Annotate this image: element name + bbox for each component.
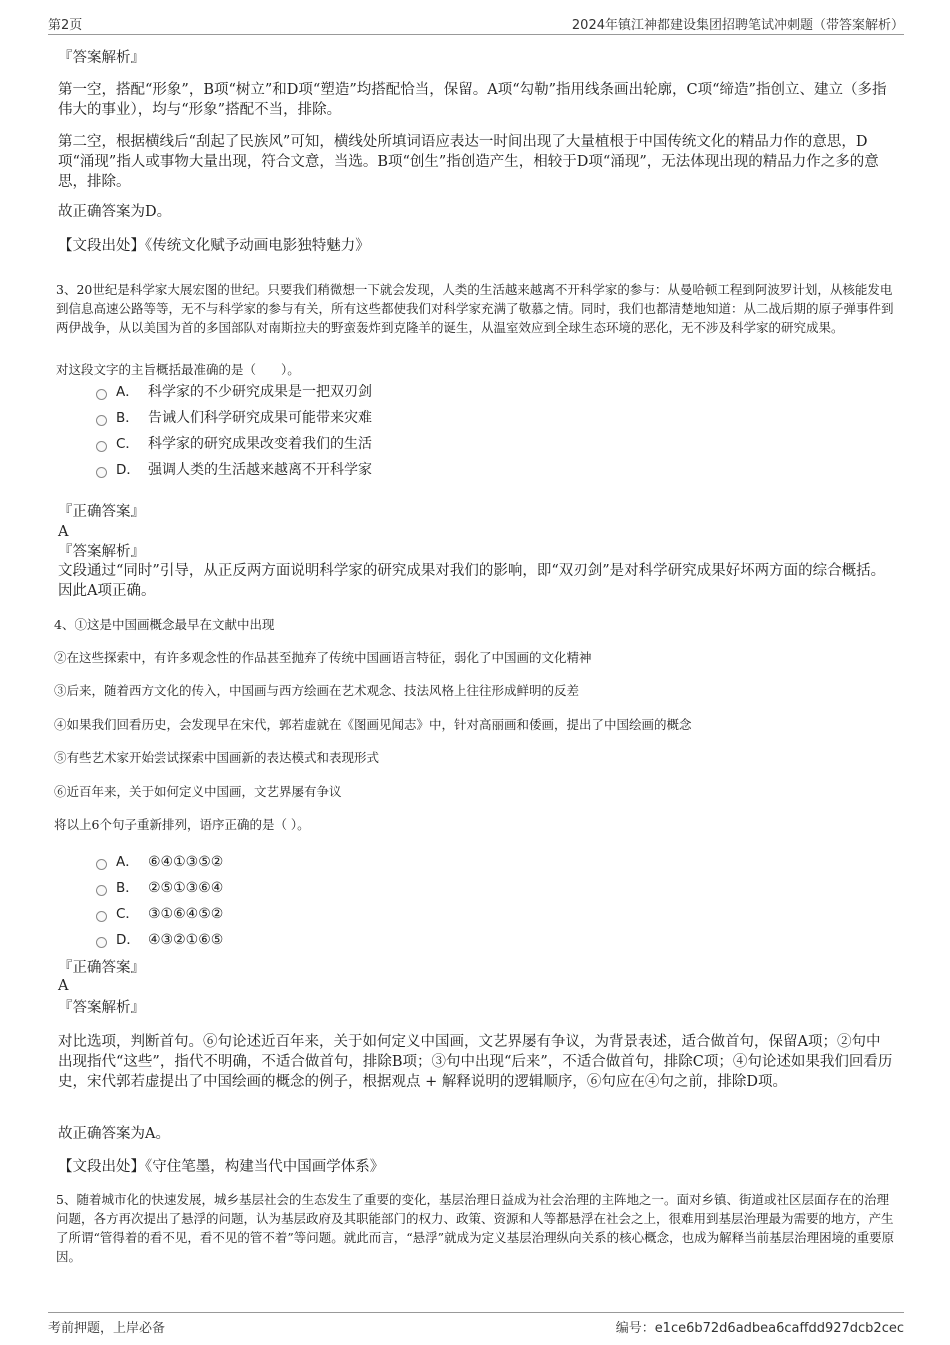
q4-sentence-3: ③后来，随着西方文化的传入，中国画与西方绘画在艺术观念、技法风格上往往形成鲜明的反差 <box>54 683 580 698</box>
radio-icon[interactable] <box>96 389 107 400</box>
radio-icon[interactable] <box>96 911 107 922</box>
q3-question: 对这段文字的主旨概括最准确的是（ ）。 <box>56 362 300 377</box>
page-footer <box>48 1312 904 1343</box>
q3-analysis: 文段通过“同时”引导，从正反两方面说明科学家的研究成果对我们的影响，即“双刃剑”是对科学研究成果好坏两方面的综合概括。因此A项正确。 <box>58 563 886 599</box>
q3-option-b[interactable] <box>96 406 372 430</box>
q4-answer-label: 『正确答案』 <box>58 960 145 976</box>
q4-source: 【文段出处】《守住笔墨，构建当代中国画学体系》 <box>58 1159 385 1175</box>
q4-option-c[interactable] <box>96 902 223 926</box>
option-text: ④③②①⑥⑤ <box>148 932 224 948</box>
option-label: D． <box>116 932 140 948</box>
radio-icon[interactable] <box>96 467 107 478</box>
option-label: C． <box>116 906 139 922</box>
option-label: A． <box>116 854 139 870</box>
option-text: 强调人类的生活越来越离不开科学家 <box>148 462 372 478</box>
option-label: B． <box>116 880 139 896</box>
q4-option-b[interactable] <box>96 876 223 900</box>
radio-icon[interactable] <box>96 441 107 452</box>
q4-option-d[interactable] <box>96 928 223 952</box>
q2-conclusion: 故正确答案为D。 <box>58 204 172 220</box>
option-text: ③①⑥④⑤② <box>148 906 224 922</box>
q3-stem: 3、20世纪是科学家大展宏图的世纪。只要我们稍微想一下就会发现，人类的生活越来越离不开科学家的参与：从曼哈顿工程到阿波罗计划，从核能发电到信息高速公路等等，无不与科学家的参与有关，所有这些都使我们对科学家充满了敬慕之情。同时，我们也都清楚地知道：从二战后期的原子弹事件到两伊战争，从以美国为首的多国部队对南斯拉夫的野蛮轰炸到克隆羊的诞生，从温室效应到全球生态环境的恶化，无不涉及科学家的研究成果。 <box>56 282 894 335</box>
footer-slogan: 考前押题，上岸必备 <box>48 1321 166 1336</box>
q4-sentence-1: 4、①这是中国画概念最早在文献中出现 <box>54 617 275 632</box>
q3-option-a[interactable] <box>96 380 372 404</box>
option-text: ⑥④①③⑤② <box>148 854 224 870</box>
q4-sentence-5: ⑤有些艺术家开始尝试探索中国画新的表达模式和表现形式 <box>54 750 380 765</box>
q2-analysis-p1: 第一空，搭配“形象”，B项“树立”和D项“塑造”均搭配恰当，保留。A项“勾勒”指用线条画出轮廓，C项“缔造”指创立、建立（多指伟大的事业），均与“形象”搭配不当，排除。 <box>58 82 887 118</box>
radio-icon[interactable] <box>96 937 107 948</box>
option-text: 告诫人们科学研究成果可能带来灾难 <box>148 410 372 426</box>
q2-analysis-label: 『答案解析』 <box>58 50 145 66</box>
q4-question: 将以上6个句子重新排列，语序正确的是（ ）。 <box>54 817 310 832</box>
option-label: C． <box>116 436 139 452</box>
radio-icon[interactable] <box>96 885 107 896</box>
option-text: 科学家的研究成果改变着我们的生活 <box>148 436 372 452</box>
q4-sentence-2: ②在这些探索中，有许多观念性的作品甚至抛弃了传统中国画语言特征，弱化了中国画的文化精神 <box>54 650 592 665</box>
document-title: 2024年镇江神都建设集团招聘笔试冲刺题（带答案解析） <box>571 18 904 33</box>
q3-option-d[interactable] <box>96 458 372 482</box>
page-header <box>48 12 904 35</box>
q4-option-a[interactable] <box>96 850 223 874</box>
q4-sentence-4: ④如果我们回看历史，会发现早在宋代，郭若虚就在《图画见闻志》中，针对高丽画和倭画，提出了中国绘画的概念 <box>54 717 692 732</box>
q4-sentence-6: ⑥近百年来，关于如何定义中国画，文艺界屡有争议 <box>54 784 342 799</box>
q3-answer-label: 『正确答案』 <box>58 504 145 520</box>
q3-analysis-label: 『答案解析』 <box>58 544 145 560</box>
q2-analysis-p2: 第二空，根据横线后“刮起了民族风”可知，横线处所填词语应表达一时间出现了大量植根于中国传统文化的精品力作的意思，D项“涌现”指人或事物大量出现，符合文意，当选。B项“创生”指创造产生，相较于D项“涌现”，无法体现出现的精品力作之多的意思，排除。 <box>58 134 879 190</box>
q4-conclusion: 故正确答案为A。 <box>58 1126 170 1142</box>
q4-answer: A <box>58 978 69 994</box>
document-id: 编号：e1ce6b72d6adbea6caffdd927dcb2cec <box>615 1321 904 1336</box>
page-number: 第2页 <box>48 18 83 33</box>
option-text: ②⑤①③⑥④ <box>148 880 224 896</box>
q3-answer: A <box>58 524 69 540</box>
option-label: A． <box>116 384 139 400</box>
radio-icon[interactable] <box>96 859 107 870</box>
option-label: D． <box>116 462 140 478</box>
option-label: B． <box>116 410 139 426</box>
radio-icon[interactable] <box>96 415 107 426</box>
q4-analysis: 对比选项，判断首句。⑥句论述近百年来，关于如何定义中国画，文艺界屡有争议，为背景表述，适合做首句，保留A项；②句中出现指代“这些”，指代不明确，不适合做首句，排除B项；③句中出现“后来”，不适合做首句，排除C项；④句论述如果我们回看历史，宋代郭若虚提出了中国绘画的概念的例子，根据观点 + 解释说明的逻辑顺序，⑥句应在④句之前，排除D项。 <box>58 1034 893 1090</box>
option-text: 科学家的不少研究成果是一把双刃剑 <box>148 384 372 400</box>
q2-source: 【文段出处】《传统文化赋予动画电影独特魅力》 <box>58 238 370 254</box>
q3-option-c[interactable] <box>96 432 372 456</box>
q4-analysis-label: 『答案解析』 <box>58 1000 145 1016</box>
q5-stem: 5、随着城市化的快速发展，城乡基层社会的生态发生了重要的变化，基层治理日益成为社会治理的主阵地之一。面对乡镇、街道或社区层面存在的治理问题，各方再次提出了悬浮的问题，认为基层政府及其职能部门的权力、政策、资源和人等都悬浮在社会之上，很难用到基层治理最为需要的地方，产生了所谓“管得着的看不见，看不见的管不着”等问题。就此而言，“悬浮”就成为定义基层治理纵向关系的核心概念，也成为解释当前基层治理困境的重要原因。 <box>56 1192 895 1264</box>
